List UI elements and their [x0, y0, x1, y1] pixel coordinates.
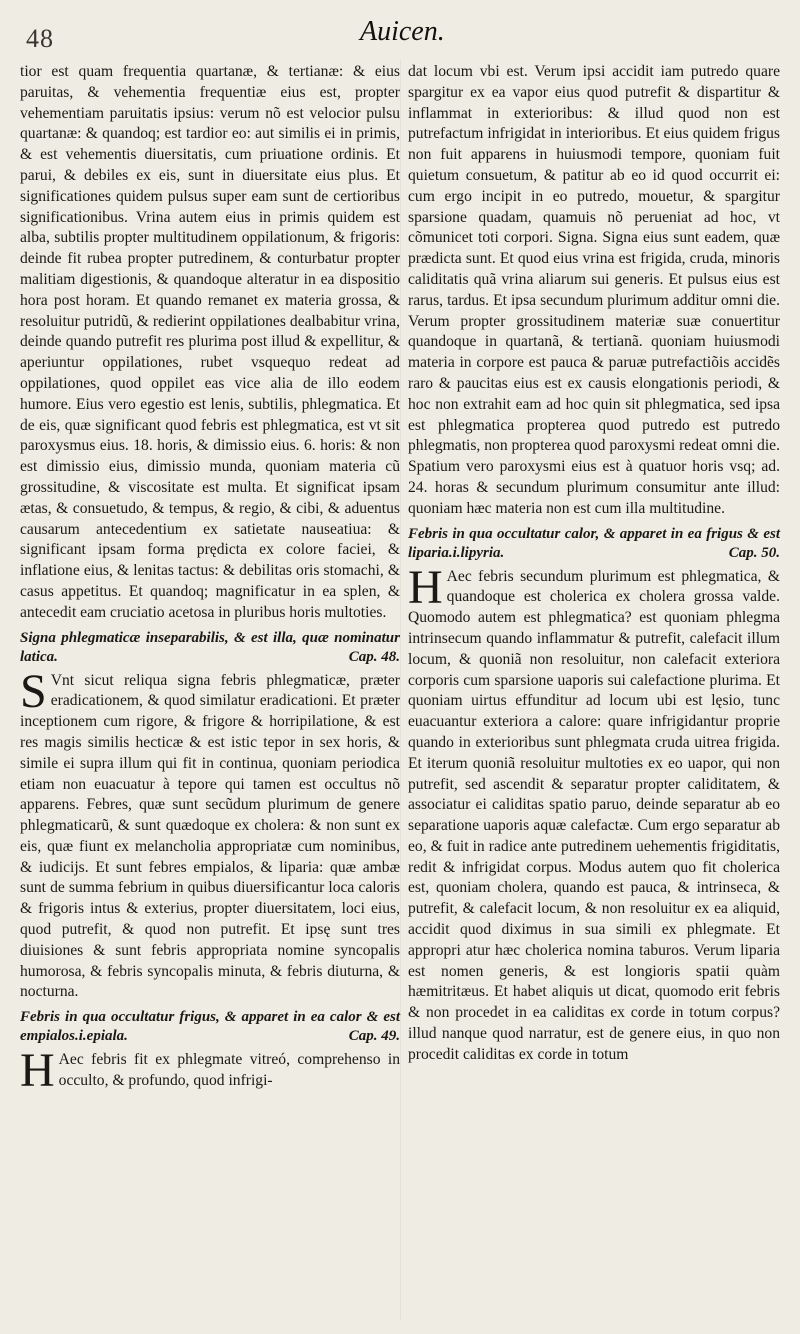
- drop-capital-h: H: [408, 560, 443, 614]
- chapter-49-title: Febris in qua occultatur frigus, & apparet in ea calor & est empialos.i.epiala.: [20, 1009, 400, 1045]
- left-column: [20, 62, 400, 1098]
- page-number: 48: [26, 24, 54, 53]
- right-paragraph-2: [408, 560, 780, 1066]
- chapter-48-number: Cap. 48.: [348, 648, 400, 665]
- chapter-49-heading: [20, 1008, 400, 1046]
- drop-capital-s: S: [20, 664, 47, 718]
- right-column: [408, 62, 780, 1066]
- right-paragraph-1: dat locum vbi est. Verum ipsi accidit iam putredo quare spargitur ex ea vapor eius quod putrefit & dispartitur & inflammat in exterioribus: & illud quod non est putrefactum infrigidat in interioribus. Et eius quidem frigus non fuit apparens in huiusmodi tempore, quoniam fuit quietum consuetum, & patitur ab eo id quod occurrit ei: cum ergo incipit in eo putredo, mouetur, & spargitur sparsione quadam, quamuis nõ perueniat ad hoc, vt cõmunicet toti corpori. Signa. Signa eius sunt eadem, quæ prædicta sunt. Et quod eius vrina est frigida, cruda, minoris caliditatis quã vrina aliarum sui generis. Et pulsus eius est rarus, tardus. Et ipsa secundum plurimum additur omni die. Verum propter grossitudinem materiæ suæ conuertitur quandoque in quartanã, & tertianã. quoniam huiusmodi materia in corpore est pauca & paruæ putrefactiõis accidẽs raro & paucitas eius est ex causis elongationis periodi, & hoc non extrahit eam ad hoc quin sit phlegmatica, sed ipsa est phlegmatica propterea quod putredo est putredo phlegmatis, non propterea quod paroxysmi redeat omni die. Spatium vero paroxysmi eius est à quatuor horis vsq; ad. 24. horas & secundum plurimum consumitur ante illud: quoniam hæc materia non est cum illa multitudine.: [408, 63, 780, 517]
- left-paragraph-2-text: Vnt sicut reliqua signa febris phlegmaticæ, præter eradicationem, & quod similatur eradicationi. Et præter inceptionem cum rigore, & frigore & horripilatione, & est res magis similis hecticæ & est istic tepor in sex horis, & simile ei supra illum qui fit in continua, quoniam periodica etiam non euacuatur à tepore qui tamen est occultus nõ apparens. Febres, quæ sunt secũdum plurimum de genere phlegmaticarũ, & sunt quædoque ex cholera: & non sunt ex eis, quæ fiunt ex melancholia appropriatæ cum nominibus, & iudicijs. Et sunt febres empialos, & liparia: quæ ambæ sunt de summa febrium in quibus diuersificantur loca caloris & frigoris intus & exterius, propter diuersitatem, loci eius, quod putrefit, & quod non putrefit. Et ipsę sunt tres diuisiones & sunt febris appropriata nomine syncopalis humorosa, & febris syncopalis minuta, & febris diuturna, & nocturna.: [20, 671, 400, 1001]
- left-paragraph-1: tior est quam frequentia quartanæ, & tertianæ: & eius paruitas, & vehementia frequentiæ eius est, propter vehementiam paruitatis ipsius: verum nõ est velocior pulsu quartanæ: & quandoq; est tardior eo: aut similis ei in primis, & est vehementis diuersitatis, cum priuatione ordinis. Et parui, & debiles ex eis, sunt in diuersitate eius plus. Et significationes quidem pulsus super eam sunt de certioribus significationibus. Vrina autem eius in primis quidem est alba, subtilis propter multitudinem oppilationum, & frigoris: deinde fit rubea propter putredinem, & conturbatur propter malitiam digestionis, & quandoque alteratur in ea dispositio hora post horam. Et quando remanet ex materia grossa, & resoluitur putridũ, & redierint oppilationes dealbabitur vrina, deinde quando putrefit res plurima post illud & expellitur, & aperiuntur oppilationes, rubet vsquequo redeat ad oppilationes, quod oppilet eas vice alia de illo eodem humore. Eius vero egestio est lenis, subtilis, phlegmatica. Et de eis, quæ significant quod febris est phlegmatica, est vt sit paroxysmus eius. 18. horis, & dimissio eius. 6. horis: & non est dimissio eius, dimissio munda, quoniam materia cũ grossitudine, & viscositate est multa. Et significat ipsam ætas, & consuetudo, & tempus, & regio, & cibi, & aduentus causarum antecedentium ex satietate nauseatiua: & significant ipsam forma prędicta ex colore faciei, & inflatione eius, & lenitas tactus: & debilitas oris stomachi, & casus appetitus. Et quandoq; magnificatur in ea splen, & antecedit eam cruciatio acetosa in pluribus horis multoties.: [20, 63, 400, 621]
- chapter-50-title: Febris in qua occultatur calor, & apparet in ea frigus & est liparia.i.lipyria.: [408, 525, 780, 561]
- running-title: Auicen.: [360, 16, 445, 47]
- chapter-49-number: Cap. 49.: [348, 1028, 400, 1045]
- column-gutter: [400, 60, 401, 1320]
- chapter-48-title: Signa phlegmaticæ inseparabilis, & est illa, quæ nominatur latica.: [20, 629, 400, 665]
- left-paragraph-3-text: Aec febris fit ex phlegmate vitreó, comprehenso in occulto, & profundo, quod infrigi-: [58, 1051, 400, 1090]
- drop-capital-h: H: [20, 1044, 55, 1098]
- left-paragraph-2: [20, 664, 400, 1004]
- chapter-50-number: Cap. 50.: [728, 544, 780, 561]
- chapter-50-heading: [408, 525, 780, 563]
- chapter-48-heading: [20, 629, 400, 667]
- left-paragraph-3: [20, 1044, 400, 1098]
- right-paragraph-2-text: Aec febris secundum plurimum est phlegmatica, & quandoque est cholerica ex cholera grossa valde. Quomodo autem est phlegmatica? est quoniam phlegma intrinsecum quando inflammatur & putrefit, calefacit illum locum, & quoniã non resoluitur, non calefacit exteriora corporis cum sparsione uaporis sui calefactione plurima. Et quoniam uirtus effunditur ad locum ubi est lęsio, tunc euacuantur exteriora a calore: quare infrigidantur proprie quando in exterioribus sunt phlegmata cruda uitrea frigida. Et iterum quoniã resoluitur multoties ex eo uapor, qui non putrefit, sed ascendit & separatur propter caliditatem, & associatur ei caliditas spatio paruo, deinde separatur ab eo separatione uaporis aquæ calefactæ. Cum ergo separatur ab eo, & fuit in radice ante putredinem uehementis frigiditatis, redit & infrigidat corpus. Modus autem quo fit cholerica est, quoniam cholera, quando est pauca, & intrinseca, & putrefit, & calefacit locum, & non resoluitur ex ea aliquid, accidit quod diximus in sua simili ex phlegmate. Et appropri atur hæc cholerica nomina taburos. Verum liparia est nomen generis, & est longioris spatii quàm hæmitritæus. Et habet aliquis ut dicat, quomodo erit febris & non procedet in ea caliditas ex corde in totum corpus? illud nanque quod narratur, est de genere eius, in quo non procedit caliditas ex corde in totum: [408, 567, 780, 1063]
